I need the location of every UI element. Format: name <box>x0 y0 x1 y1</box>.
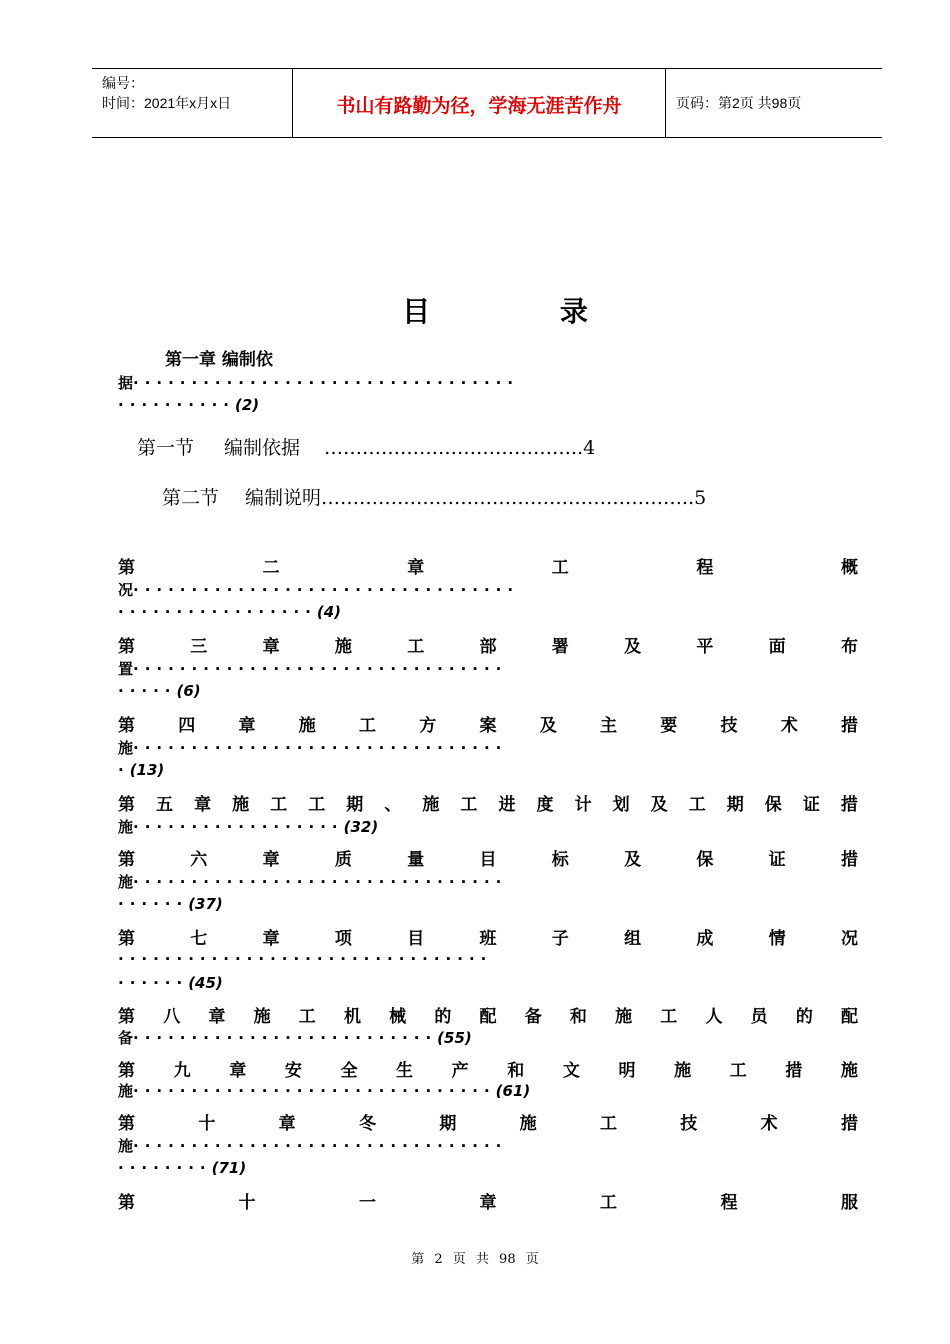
toc-char: 第 <box>118 850 135 870</box>
chapter-2-cont: 况 <box>118 581 134 599</box>
dot-leader: ································ <box>118 950 493 968</box>
chapter-4-page-line <box>118 761 858 779</box>
toc-char: 章 <box>208 1007 226 1027</box>
toc-char: 布 <box>840 637 858 657</box>
toc-char: 部 <box>479 637 497 657</box>
chapter-1-line <box>118 372 858 393</box>
toc-char: 施 <box>840 1061 858 1081</box>
toc-char: 工 <box>660 1007 678 1027</box>
toc-char: 术 <box>780 716 798 736</box>
section-1-title: 编制依据 <box>224 437 301 459</box>
toc-char: 配 <box>841 1007 858 1027</box>
toc-char: 署 <box>551 637 569 657</box>
toc-char: 目 <box>479 850 497 870</box>
toc-char: 七 <box>190 929 208 949</box>
dot-leader: ································ <box>133 739 508 757</box>
chapter-10-cont: 施 <box>118 1137 134 1155</box>
toc-char: 十 <box>198 1114 216 1134</box>
toc-char: 工 <box>407 637 425 657</box>
toc-char: 章 <box>262 850 280 870</box>
toc-char: 工 <box>270 795 288 815</box>
dot-leader: ······ <box>118 895 189 913</box>
toc-char: 明 <box>618 1061 636 1081</box>
toc-char: 五 <box>156 795 174 815</box>
toc-char: 施 <box>298 716 316 736</box>
chapter-6-cont: 施 <box>118 873 134 891</box>
header-meta <box>102 73 292 113</box>
chapter-5-page: (32) <box>343 818 379 836</box>
toc-char: 班 <box>479 929 497 949</box>
section-1-number: 第一节 <box>137 437 195 459</box>
toc-char: 保 <box>764 795 782 815</box>
toc-char: 械 <box>389 1007 407 1027</box>
dot-leader: ································ <box>133 873 508 891</box>
toc-char: 量 <box>407 850 425 870</box>
toc-char: 工 <box>729 1061 747 1081</box>
toc-char: 章 <box>407 558 425 578</box>
toc-char: 计 <box>574 795 592 815</box>
toc-char: 质 <box>334 850 352 870</box>
toc-char: 工 <box>298 1007 316 1027</box>
chapter-6-title <box>118 845 858 870</box>
chapter-7-title <box>118 924 858 949</box>
chapter-8-page: (55) <box>437 1029 472 1047</box>
chapter-10-page-line <box>118 1159 858 1177</box>
dot-leader: ······························· <box>133 1082 496 1100</box>
toc-char: 备 <box>524 1007 542 1027</box>
toc-char: 工 <box>688 795 706 815</box>
toc-char: 第 <box>118 558 135 578</box>
toc-char: 技 <box>680 1114 698 1134</box>
toc-char: 三 <box>190 637 208 657</box>
toc-char: 及 <box>650 795 668 815</box>
toc-char: 施 <box>422 795 440 815</box>
toc-char: 程 <box>720 1193 738 1213</box>
toc-char: 员 <box>750 1007 768 1027</box>
chapter-1-page: (2) <box>234 396 260 414</box>
toc-char: 措 <box>785 1061 803 1081</box>
toc-char: 保 <box>696 850 714 870</box>
section-2-title: 编制说明 <box>245 487 322 509</box>
chapter-8-cont: 备 <box>118 1029 134 1047</box>
dot-leader: ·················· <box>133 818 344 836</box>
toc-char: 成 <box>696 929 714 949</box>
toc-char: 的 <box>795 1007 813 1027</box>
chapter-8-title <box>118 1002 858 1027</box>
toc-char: 冬 <box>358 1114 376 1134</box>
toc-char: 术 <box>760 1114 778 1134</box>
chapter-2-page-line <box>118 603 858 621</box>
chapter-2-dots-line <box>118 579 858 600</box>
toc-char: 施 <box>674 1061 692 1081</box>
toc-char: 文 <box>562 1061 580 1081</box>
chapter-8-dots-line <box>118 1027 858 1048</box>
toc-char: 全 <box>340 1061 358 1081</box>
toc-char: 工 <box>599 1114 617 1134</box>
toc-char: 安 <box>284 1061 302 1081</box>
chapter-9-title <box>118 1056 858 1081</box>
dot-leader: ································ <box>133 660 508 678</box>
toc-char: 章 <box>238 716 256 736</box>
chapter-6-page-line <box>118 895 858 913</box>
chapter-4-dots-line <box>118 737 858 758</box>
chapter-10-page: (71) <box>211 1159 247 1177</box>
toc-char: 章 <box>479 1193 497 1213</box>
dot-leader: ································ <box>133 1137 508 1155</box>
section-1-line <box>137 433 595 460</box>
section-2-line <box>162 483 706 510</box>
toc-char: 工 <box>551 558 569 578</box>
chapter-3-cont: 置 <box>118 660 134 678</box>
toc-char: 程 <box>696 558 714 578</box>
chapter-10-dots-line <box>118 1135 858 1156</box>
toc-char: 章 <box>229 1061 247 1081</box>
dot-leader: ········ <box>118 1159 212 1177</box>
chapter-5-cont: 施 <box>118 818 134 836</box>
toc-char: 服 <box>841 1193 858 1213</box>
toc-char: 证 <box>768 850 786 870</box>
toc-char: 十 <box>238 1193 256 1213</box>
toc-char: 章 <box>262 929 280 949</box>
toc-char: 工 <box>308 795 326 815</box>
toc-char: 项 <box>334 929 352 949</box>
toc-char: 章 <box>262 637 280 657</box>
toc-char: 进 <box>498 795 516 815</box>
toc-char: 章 <box>278 1114 296 1134</box>
toc-char: 案 <box>479 716 497 736</box>
toc-char: 生 <box>396 1061 414 1081</box>
toc-char: 划 <box>612 795 630 815</box>
toc-char: 措 <box>841 716 858 736</box>
toc-char: 措 <box>840 795 858 815</box>
toc-char: 方 <box>419 716 437 736</box>
toc-char: 况 <box>840 929 858 949</box>
chapter-1-cont: 据 <box>118 374 134 392</box>
chapter-7-page: (45) <box>188 974 223 992</box>
toc-char: 第 <box>118 1007 135 1027</box>
toc-char: 第 <box>118 1061 135 1081</box>
header-divider <box>665 69 666 137</box>
toc-char: 面 <box>768 637 786 657</box>
toc-char: 机 <box>343 1007 361 1027</box>
chapter-4-page: (13) <box>129 761 165 779</box>
toc-char: 施 <box>232 795 250 815</box>
chapter-3-title <box>118 632 858 657</box>
chapter-9-page: (61) <box>495 1082 531 1100</box>
page-footer: 第 2 页 共 98 页 <box>411 1252 539 1267</box>
toc-char: 、 <box>384 795 402 815</box>
toc-char: 一 <box>359 1193 376 1213</box>
toc-char: 证 <box>802 795 820 815</box>
toc-char: 第 <box>118 1193 135 1213</box>
toc-char: 工 <box>600 1193 617 1213</box>
chapter-2-title <box>118 553 858 578</box>
dot-leader: ·························· <box>133 1029 438 1047</box>
header-motto: 书山有路勤为径，学海无涯苦作舟 <box>336 95 622 117</box>
chapter-9-dots-line <box>118 1080 858 1101</box>
dot-leader: ······ <box>118 974 189 992</box>
dot-leader: · <box>118 761 130 779</box>
toc-char: 章 <box>194 795 212 815</box>
dot-leader: ················· <box>118 603 317 621</box>
toc-char: 和 <box>507 1061 525 1081</box>
toc-char: 第 <box>118 716 135 736</box>
toc-char: 第 <box>118 929 135 949</box>
toc-char: 施 <box>615 1007 633 1027</box>
toc-char: 第 <box>118 795 135 815</box>
toc-char: 及 <box>624 637 642 657</box>
chapter-11-title <box>118 1188 858 1213</box>
chapter-9-cont: 施 <box>118 1082 134 1100</box>
serial-label: 编号： <box>102 75 144 91</box>
chapter-4-cont: 施 <box>118 739 134 757</box>
chapter-7-page-line <box>118 974 858 992</box>
section-1-leader: …………………………………..4 <box>324 437 596 459</box>
toc-char: 八 <box>163 1007 181 1027</box>
toc-char: 配 <box>479 1007 497 1027</box>
chapter-7-dots-line <box>118 950 858 968</box>
toc-char: 目 <box>407 929 425 949</box>
dot-leader: ····· <box>118 682 177 700</box>
toc-char: 要 <box>660 716 678 736</box>
chapter-5-title <box>118 790 858 815</box>
dot-leader: ·········· <box>118 396 235 414</box>
toc-char: 度 <box>536 795 554 815</box>
time-label: 时间：2021年x月x日 <box>102 95 232 111</box>
chapter-3-page-line <box>118 682 858 700</box>
section-2-leader: …………………………………………………..5 <box>321 487 707 509</box>
toc-char: 第 <box>118 637 135 657</box>
chapter-3-page: (6) <box>176 682 201 700</box>
toc-char: 及 <box>539 716 557 736</box>
section-2-number: 第二节 <box>162 487 220 509</box>
toc-char: 人 <box>705 1007 723 1027</box>
chapter-4-title <box>118 711 858 736</box>
toc-char: 第 <box>118 1114 135 1134</box>
chapter-10-title <box>118 1109 858 1134</box>
chapter-5-dots-line <box>118 816 858 837</box>
toc-char: 期 <box>439 1114 457 1134</box>
dot-leader: ································· <box>133 374 520 392</box>
toc-char: 九 <box>173 1061 191 1081</box>
toc-char: 及 <box>624 850 642 870</box>
toc-char: 技 <box>720 716 738 736</box>
chapter-1-title: 第一章 编制依 <box>165 350 273 370</box>
toc-char: 组 <box>624 929 642 949</box>
chapter-3-dots-line <box>118 658 858 679</box>
toc-char: 六 <box>190 850 208 870</box>
toc-char: 平 <box>696 637 714 657</box>
toc-char: 概 <box>840 558 858 578</box>
toc-char: 施 <box>253 1007 271 1027</box>
toc-char: 产 <box>451 1061 469 1081</box>
toc-char: 工 <box>460 795 478 815</box>
toc-char: 的 <box>434 1007 452 1027</box>
toc-char: 措 <box>840 850 858 870</box>
toc-char: 施 <box>519 1114 537 1134</box>
toc-char: 子 <box>551 929 569 949</box>
toc-char: 二 <box>262 558 280 578</box>
toc-char: 措 <box>840 1114 858 1134</box>
toc-char: 标 <box>551 850 569 870</box>
document-header <box>92 68 882 138</box>
toc-char: 工 <box>359 716 376 736</box>
chapter-2-page: (4) <box>316 603 342 621</box>
chapter-6-page: (37) <box>188 895 223 913</box>
toc-char: 主 <box>600 716 617 736</box>
toc-char: 施 <box>334 637 352 657</box>
toc-title: 目 录 <box>402 295 648 328</box>
toc-char: 和 <box>569 1007 587 1027</box>
dot-leader: ································· <box>133 581 520 599</box>
toc-char: 情 <box>768 929 786 949</box>
toc-char: 期 <box>726 795 744 815</box>
chapter-6-dots-line <box>118 871 858 892</box>
chapter-1-page-line <box>118 396 858 414</box>
header-page-info: 页码：第2页 共98页 <box>676 95 802 111</box>
toc-char: 四 <box>178 716 196 736</box>
toc-char: 期 <box>346 795 364 815</box>
